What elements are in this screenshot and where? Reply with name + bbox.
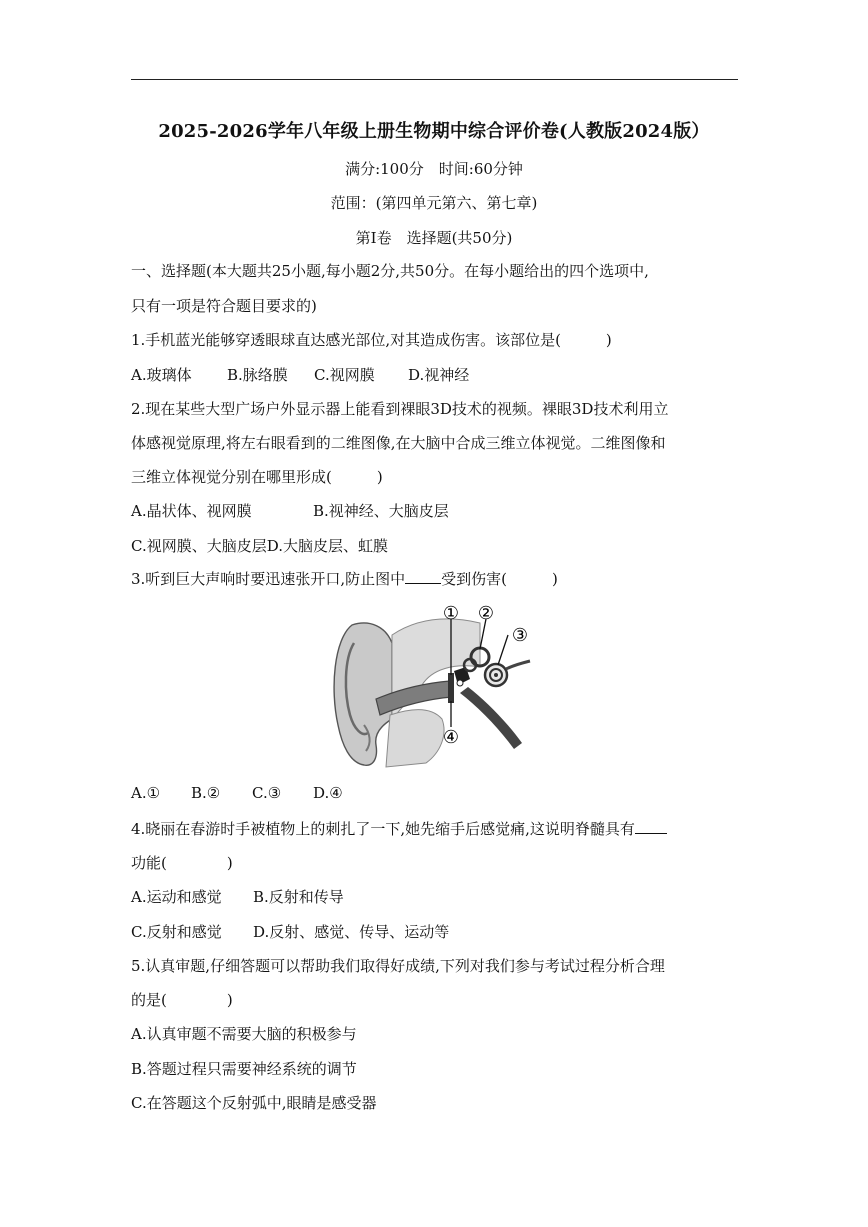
q5-option-b: B.答题过程只需要神经系统的调节 [131, 1060, 357, 1078]
q1-stem: 1.手机蓝光能够穿透眼球直达感光部位,对其造成伤害。该部位是( ) [131, 331, 612, 349]
eustachian-tube [460, 687, 522, 749]
q4-options-row-1 [131, 886, 344, 907]
ear-diagram [330, 597, 532, 769]
q3-option-a: A.① [131, 784, 161, 802]
q4-stem-text: 4.晓丽在春游时手被植物上的刺扎了一下,她先缩手后感觉痛,这说明脊髓具有 [131, 820, 635, 838]
q4-option-a: A.运动和感觉 [131, 888, 222, 906]
q4-option-c: C.反射和感觉 [131, 923, 222, 941]
q4-stem-line-1 [131, 818, 667, 839]
jaw-region [386, 710, 444, 768]
q3-answer-blank [405, 569, 441, 584]
q1-options [131, 364, 469, 385]
q2-option-b: B.视神经、大脑皮层 [313, 502, 449, 520]
label-4: ④ [442, 727, 460, 748]
q3-options [131, 784, 343, 802]
label-1: ① [442, 603, 460, 624]
label-3-leader [498, 635, 508, 665]
instructions-line-2: 只有一项是符合题目要求的) [131, 297, 317, 315]
q2-option-c: C.视网膜、大脑皮层 [131, 537, 267, 555]
q4-option-d: D.反射、感觉、传导、运动等 [253, 923, 450, 941]
q1-option-b: B.脉络膜 [227, 366, 288, 384]
q3-stem-after: 受到伤害( ) [441, 570, 558, 588]
score-time: 满分:100分 时间:60分钟 [345, 160, 523, 178]
q1-option-c: C.视网膜 [314, 366, 375, 384]
q3-option-d: D.④ [313, 784, 343, 802]
q3-stem [131, 568, 558, 589]
q2-options-row-1 [131, 500, 449, 521]
q1-option-d: D.视神经 [408, 366, 470, 384]
eardrum [448, 673, 454, 703]
cochlea-center [494, 673, 498, 677]
label-2: ② [477, 603, 495, 624]
q2-option-d: D.大脑皮层、虹膜 [266, 537, 388, 555]
q2-stem-line-3: 三维立体视觉分别在哪里形成( ) [131, 468, 383, 486]
q5-stem-line-1: 5.认真审题,仔细答题可以帮助我们取得好成绩,下列对我们参与考试过程分析合理 [131, 957, 665, 975]
q3-option-b: B.② [191, 784, 221, 802]
q5-option-c: C.在答题这个反射弧中,眼睛是感受器 [131, 1094, 377, 1112]
q1-option-a: A.玻璃体 [131, 366, 192, 384]
q3-stem-before: 3.听到巨大声响时要迅速张开口,防止图中 [131, 570, 406, 588]
q2-option-a: A.晶状体、视网膜 [131, 502, 252, 520]
q5-option-a: A.认真审题不需要大脑的积极参与 [131, 1025, 357, 1043]
auricle-shape [334, 623, 392, 765]
instructions-line-1: 一、选择题(本大题共25小题,每小题2分,共50分。在每小题给出的四个选项中, [131, 262, 649, 280]
q4-answer-blank [635, 819, 667, 834]
q4-stem-line-2: 功能( ) [131, 854, 233, 872]
q2-stem-line-1: 2.现在某些大型广场户外显示器上能看到裸眼3D技术的视频。裸眼3D技术利用立 [131, 400, 669, 418]
q5-stem-line-2: 的是( ) [131, 991, 233, 1009]
exam-scope: 范围：(第四单元第六、第七章) [330, 194, 538, 212]
q4-option-b: B.反射和传导 [253, 888, 344, 906]
ossicle-joint [457, 680, 463, 686]
q4-options-row-2 [131, 921, 449, 942]
q3-option-c: C.③ [252, 784, 282, 802]
header-rule [131, 79, 738, 80]
page-title: 2025-2026学年八年级上册生物期中综合评价卷(人教版2024版） [158, 121, 710, 142]
q2-stem-line-2: 体感视觉原理,将左右眼看到的二维图像,在大脑中合成三维立体视觉。二维图像和 [131, 434, 666, 452]
auditory-nerve [506, 661, 530, 669]
q2-options-row-2 [131, 535, 388, 556]
label-3: ③ [511, 625, 529, 646]
section-heading: 第Ⅰ卷 选择题(共50分) [355, 229, 513, 247]
